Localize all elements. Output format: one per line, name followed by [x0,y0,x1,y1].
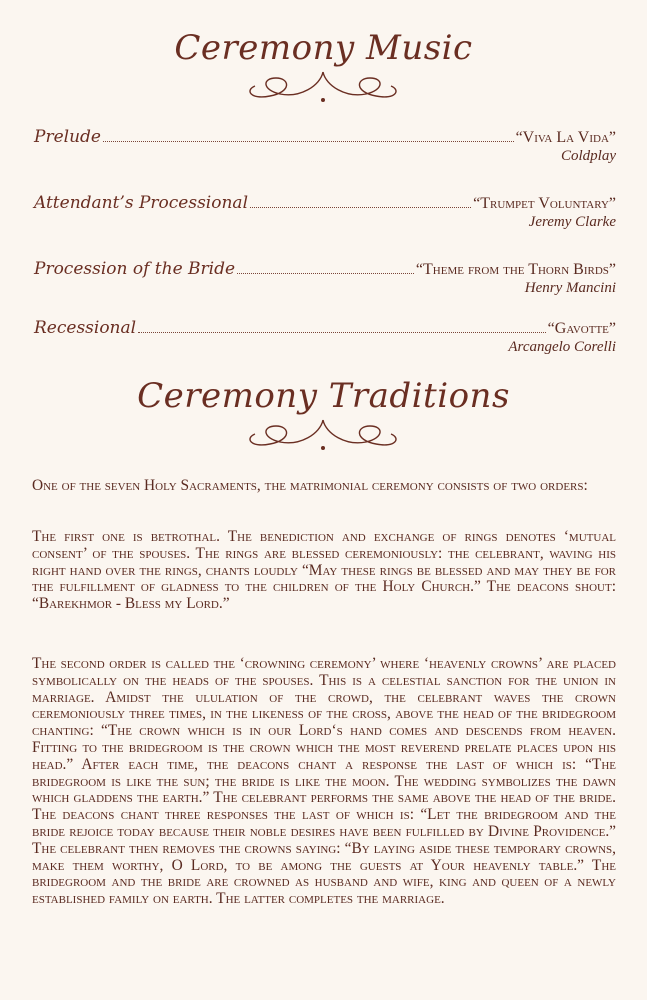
music-song: “Gavotte” [547,320,616,337]
ceremony-music-title: Ceremony Music [174,28,473,68]
music-item-recessional [34,318,616,356]
music-item-prelude [34,127,616,165]
music-item-attendants-processional [34,193,616,231]
music-role: Attendant’s Processional [34,193,249,213]
dot-leader [237,269,414,274]
dot-leader [250,203,471,208]
music-artist: Coldplay [561,148,616,164]
dot-leader [103,137,514,142]
dot-leader [138,328,546,333]
music-song: “Theme from the Thorn Birds” [415,261,616,278]
music-item-procession-of-bride [34,259,616,297]
ceremony-traditions-title: Ceremony Traditions [137,376,510,416]
music-role: Procession of the Bride [34,259,236,279]
music-role: Prelude [34,127,101,147]
flourish-divider-icon [0,68,647,108]
music-song: “Trumpet Voluntary” [473,195,616,212]
music-song: “Viva La Vida” [515,129,616,146]
music-artist: Jeremy Clarke [528,214,616,230]
music-artist: Arcangelo Corelli [508,339,616,355]
flourish-divider-icon [0,416,647,456]
music-artist: Henry Mancini [524,280,616,296]
traditions-paragraph-crowning: The second order is called the ‘crowning ceremony’ where ‘heavenly crowns’ are placed symbolically on the heads of the spouses. This is a celestial sanction for the union in marriage. Amidst the ululation of the crowd, the celebrant waves the crown ceremoniously three times, in the likeness of the cross, above the head of the bridegroom chanting: “The crown which is in our Lord‘s hand comes and descends from heaven. Fitting to the bridegroom is the crown which the most reverend prelate places upon his head.” After each time, the deacons chant a response the last of which is: “The bridegroom is like the sun; the bride is like the moon. The wedding symbolizes the dawn which gladdens the earth.” The celebrant performs the same above the head of the bride. The deacons chant three responses the last of which is: “Let the bridegroom and the bride rejoice today because their noble desires have been fulfilled by Divine Providence.” The celebrant then removes the crowns saying: “By laying aside these temporary crowns, make them worthy, O Lord, to be among the guests at Your heavenly table.” The bridegroom and the bride are crowned as husband and wife, king and queen of a newly established family on earth. The latter completes the marriage. [32,655,616,908]
traditions-paragraph-intro: One of the seven Holy Sacraments, the matrimonial ceremony consists of two orders: [32,477,588,494]
traditions-paragraph-betrothal: The first one is betrothal. The benediction and exchange of rings denotes ‘mutual consent’ of the spouses. The rings are blessed ceremoniously: the celebrant, waving his right hand over the rings, chants loudly “May these rings be blessed and may they be for the fulfillment of gladness to the children of the Holy Church.” The deacons shout: “Barekhmor - Bless my Lord.” [32,528,616,613]
music-role: Recessional [34,318,137,338]
